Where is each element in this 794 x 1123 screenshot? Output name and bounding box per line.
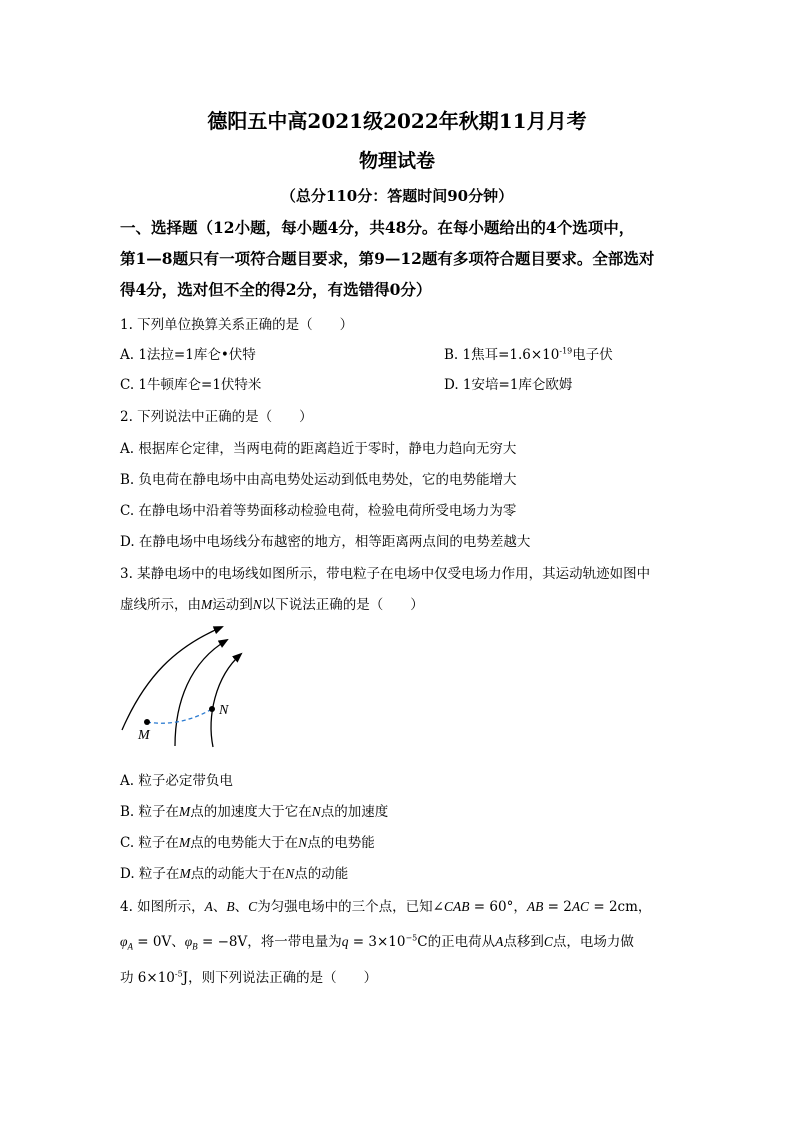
q1-option-c: C. 1牛顿库仑=1伏特米 — [120, 377, 262, 393]
point-m — [144, 719, 150, 725]
q1-option-d: D. 1安培=1库仑欧姆 — [444, 377, 573, 393]
field-line-1 — [122, 627, 222, 730]
exam-note: （总分110分：答题时间90分钟） — [280, 187, 514, 205]
q3-stem-line1: 3. 某静电场中的电场线如图所示，带电粒子在电场中仅受电场力作用，其运动轨迹如图中 — [120, 566, 651, 582]
field-line-3 — [211, 654, 241, 747]
q2-option-d: D. 在静电场中电场线分布越密的地方，相等距离两点间的电势差越大 — [120, 534, 531, 550]
q1-option-a: A. 1法拉=1库仑•伏特 — [120, 347, 256, 363]
q3-option-a: A. 粒子必定带负电 — [120, 773, 233, 789]
q1-stem: 1. 下列单位换算关系正确的是（ ） — [120, 317, 354, 333]
electric-field-figure — [115, 622, 255, 752]
q3-option-b: B. 粒子在M点的加速度大于它在N点的加速度 — [120, 804, 389, 820]
q4-line1: 4. 如图所示，A、B、C为匀强电场中的三个点，已知∠CAB = 60°，AB = 2AC = 2cm， — [120, 899, 652, 915]
q4-line2: $\varphi_A = 0V$、$\varphi_B = -8V$，将一带电量为$q = 3\times 10^{-5}C$的正电荷从A点移到C点，电场力做 — [120, 933, 634, 952]
q1-option-b: B. 1焦耳$=1.6\times 10^{-19}$电子伏 — [444, 346, 613, 363]
exam-subtitle: 物理试卷 — [358, 150, 435, 172]
label-m: M — [138, 728, 150, 743]
point-n — [209, 706, 215, 712]
section-instruction-line3: 得4分，选对但不全的得2分，有选错得0分） — [120, 280, 432, 299]
exam-title: 德阳五中高2021级2022年秋期11月月考 — [207, 109, 587, 133]
field-line-2 — [175, 640, 227, 746]
section-instruction-line1: 一、选择题（12小题，每小题4分，共48分。在每小题给出的4个选项中， — [120, 218, 635, 237]
q3-stem-line2: 虚线所示，由M运动到N以下说法正确的是（ ） — [120, 597, 424, 613]
q2-stem: 2. 下列说法中正确的是（ ） — [120, 409, 313, 425]
trajectory-dashed — [147, 709, 212, 723]
q2-option-b: B. 负电荷在静电场中由高电势处运动到低电势处，它的电势能增大 — [120, 472, 517, 488]
q2-option-c: C. 在静电场中沿着等势面移动检验电荷，检验电荷所受电场力为零 — [120, 503, 517, 519]
q2-option-a: A. 根据库仑定律，当两电荷的距离趋近于零时，静电力趋向无穷大 — [120, 441, 517, 457]
section-instruction-line2: 第1—8题只有一项符合题目要求，第9—12题有多项符合题目要求。全部选对 — [120, 249, 655, 268]
label-n: N — [219, 703, 229, 718]
q3-option-c: C. 粒子在M点的电势能大于在N点的电势能 — [120, 835, 375, 851]
q4-line3: 功 $6\times 10^{-5}J$，则下列说法正确的是（ ） — [120, 969, 378, 986]
q3-option-d: D. 粒子在M点的动能大于在N点的动能 — [120, 866, 349, 882]
